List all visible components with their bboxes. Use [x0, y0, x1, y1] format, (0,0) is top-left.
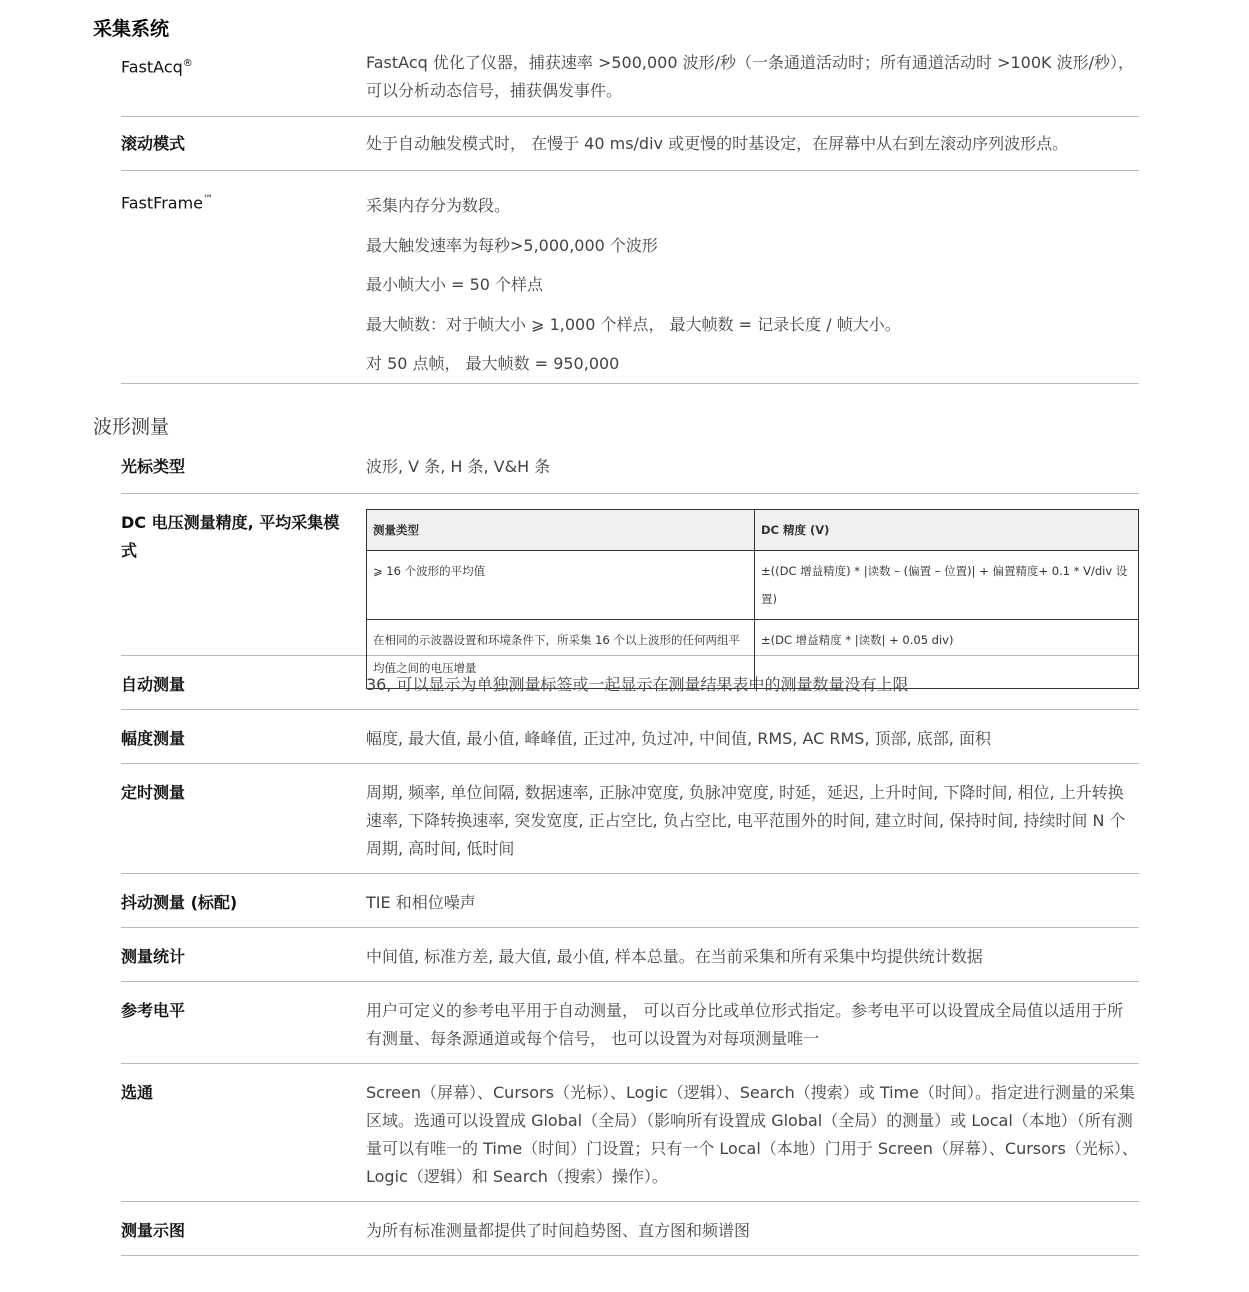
row-value	[366, 494, 1139, 675]
spec-row-auto-measure	[121, 656, 1139, 710]
row-label: 滚动模式	[121, 134, 186, 153]
label-text: FastFrame	[121, 193, 203, 213]
spec-row-fastframe	[121, 171, 1139, 384]
row-value: TIE 和相位噪声	[366, 893, 476, 912]
label-text: FastAcq	[121, 57, 183, 77]
spec-row-amplitude	[121, 710, 1139, 764]
row-label: 参考电平	[121, 1001, 186, 1020]
row-value: 为所有标准测量都提供了时间趋势图、直方图和频谱图	[366, 1221, 751, 1240]
row-label: 选通	[121, 1083, 154, 1102]
spec-row-statistics	[121, 928, 1139, 982]
row-label	[121, 171, 366, 383]
spec-row-dc-accuracy	[121, 494, 1139, 675]
spec-row-plots	[121, 1202, 1139, 1256]
table-header: 测量类型	[367, 510, 755, 551]
row-value: FastAcq 优化了仪器，捕获速率 >500,000 波形/秒（一条通道活动时；所有通道活动时 >100K 波形/秒），可以分析动态信号，捕获偶发事件。	[366, 53, 1134, 100]
row-label: 自动测量	[121, 675, 186, 694]
table-cell: 在相同的示波器设置和环境条件下，所采集 16 个以上波形的任何两组平均值之间的电压增量	[367, 620, 755, 689]
row-label	[121, 46, 366, 116]
table-cell: ±(DC 增益精度 * |读数| + 0.05 div)	[755, 620, 1139, 689]
value-line: 最大帧数：对于帧大小 ⩾ 1,000 个样点， 最大帧数 = 记录长度 / 帧大小。	[366, 314, 901, 334]
row-value: 周期, 频率, 单位间隔, 数据速率, 正脉冲宽度, 负脉冲宽度, 时延，延迟, 上升时间, 下降时间, 相位, 上升转换速率, 下降转换速率, 突发宽度, 正占空比, 负占空比, 电平范围外的时间, 建立时间, 保持时间, 持续时间 N 个周期, 高时间, 低时间	[366, 783, 1126, 858]
value-line: 采集内存分为数段。	[366, 196, 511, 215]
trademark: ™	[203, 194, 213, 205]
row-value: 幅度, 最大值, 最小值, 峰峰值, 正过冲, 负过冲, 中间值, RMS, AC RMS, 顶部, 底部, 面积	[366, 729, 991, 748]
row-label: 幅度测量	[121, 729, 186, 748]
table-header: DC 精度 (V)	[755, 510, 1139, 551]
spec-row-cursor-type	[121, 453, 1139, 494]
row-value: 用户可定义的参考电平用于自动测量， 可以百分比或单位形式指定。参考电平可以设置成全局值以适用于所有测量、每条源通道或每个信号， 也可以设置为对每项测量唯一	[366, 1001, 1124, 1048]
row-value: 中间值, 标准方差, 最大值, 最小值, 样本总量。在当前采集和所有采集中均提供统计数据	[366, 947, 983, 966]
value-line: 最大触发速率为每秒>5,000,000 个波形	[366, 235, 658, 255]
spec-row-fastacq	[121, 46, 1139, 117]
registered-mark: ®	[182, 58, 193, 69]
row-value: 处于自动触发模式时， 在慢于 40 ms/div 或更慢的时基设定，在屏幕中从右到左滚动序列波形点。	[366, 134, 1069, 153]
row-value: 波形, V 条, H 条, V&H 条	[366, 457, 551, 476]
row-value: Screen（屏幕）、Cursors（光标）、Logic（逻辑）、Search（搜索）或 Time（时间）。指定进行测量的采集区域。选通可以设置成 Global（全局）（影响所有设置成 Global（全局）的测量）或 Local（本地）（所有测量可以有唯一的 Time（时间）门设置；只有一个 Local（本地）门用于 Screen（屏幕）、Cursors（光标）、Logic（逻辑）和 Search（搜索）操作）。	[366, 1083, 1138, 1186]
measurement-rows	[121, 453, 1139, 1256]
section-title-acquisition: 采集系统	[93, 18, 170, 40]
spec-row-gating	[121, 1064, 1139, 1202]
row-label: DC 电压测量精度, 平均采集模式	[121, 513, 340, 560]
acquisition-rows	[121, 46, 1139, 384]
table-row	[367, 551, 1139, 620]
row-value	[366, 171, 1139, 383]
section-title-measurement: 波形测量	[93, 416, 170, 438]
value-line: 最小帧大小 = 50 个样点	[366, 275, 544, 294]
spec-row-reference-level	[121, 982, 1139, 1064]
row-value: 36, 可以显示为单独测量标签或一起显示在测量结果表中的测量数量没有上限	[366, 675, 909, 694]
row-label: 定时测量	[121, 783, 186, 802]
row-label: 光标类型	[121, 457, 186, 476]
spec-row-timing	[121, 764, 1139, 874]
table-cell: ⩾ 16 个波形的平均值	[367, 551, 755, 620]
table-cell: ±((DC 增益精度) * |读数 – (偏置 – 位置)| + 偏置精度+ 0.1 * V/div 设置)	[755, 551, 1139, 620]
row-label: 测量示图	[121, 1221, 186, 1240]
spec-row-roll-mode	[121, 117, 1139, 171]
row-label: 测量统计	[121, 947, 186, 966]
row-label: 抖动测量 (标配)	[121, 893, 238, 912]
value-line: 对 50 点帧， 最大帧数 = 950,000	[366, 354, 620, 373]
spec-row-jitter	[121, 874, 1139, 928]
table-header-row	[367, 510, 1139, 551]
